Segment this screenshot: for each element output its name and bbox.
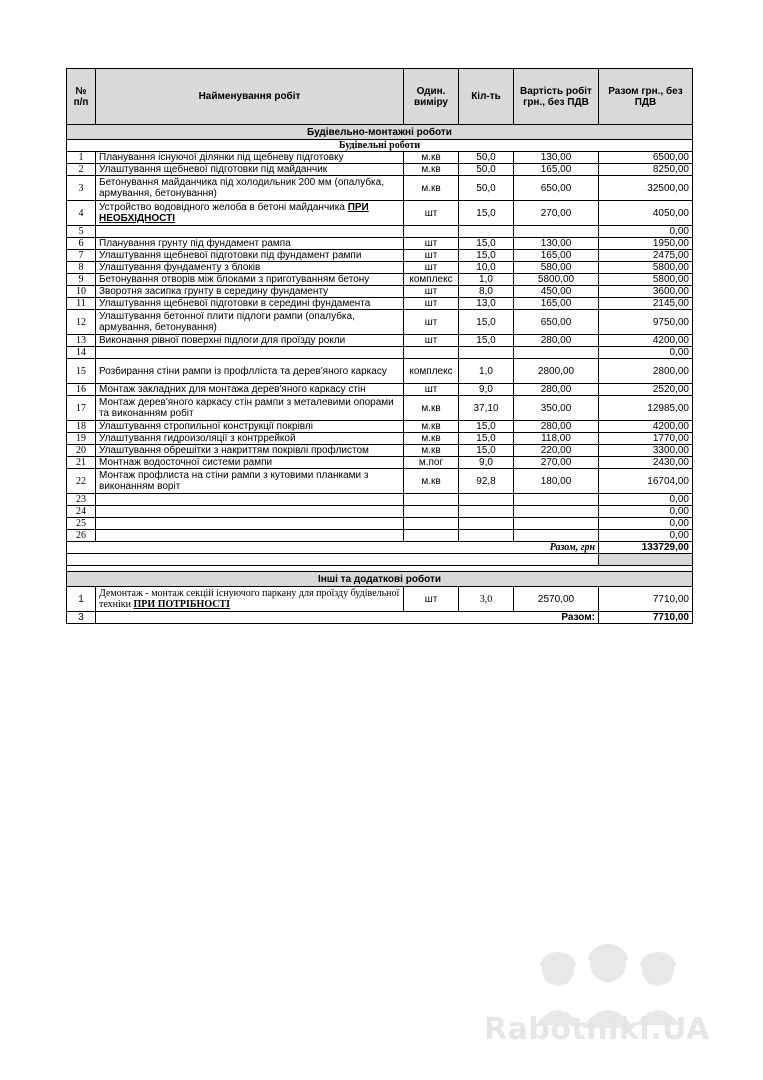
row-number: 2 — [67, 164, 96, 176]
work-name-text: Улаштування обрешітки з накриттям покрівлі профлистом — [99, 445, 369, 456]
row-work-name — [96, 421, 404, 433]
row-quantity — [459, 226, 514, 238]
row-price: 118,00 — [514, 433, 599, 445]
row-work-name — [96, 335, 404, 347]
header-name: Найменування робіт — [96, 69, 404, 125]
row-price: 130,00 — [514, 238, 599, 250]
row-number: 25 — [67, 518, 96, 530]
table-row — [67, 347, 693, 359]
table-row — [67, 335, 693, 347]
row-quantity: 37,10 — [459, 396, 514, 421]
row-price: 2800,00 — [514, 359, 599, 384]
section2-title: Інші та додаткові роботи — [67, 572, 693, 587]
table-row — [67, 152, 693, 164]
spacer-shaded-cell — [599, 554, 693, 566]
row-quantity: 9,0 — [459, 457, 514, 469]
row-work-name — [96, 262, 404, 274]
row-unit: шт — [404, 335, 459, 347]
row-total: 4200,00 — [599, 421, 693, 433]
work-name-text: Зворотня засипка грунту в середину фундаменту — [99, 286, 329, 297]
section1-total-label: Разом, грн — [67, 542, 599, 554]
row-quantity — [459, 347, 514, 359]
table-row — [67, 384, 693, 396]
row-unit: шт — [404, 286, 459, 298]
row-total: 1950,00 — [599, 238, 693, 250]
section1-total-value: 133729,00 — [599, 542, 693, 554]
row-price: 280,00 — [514, 335, 599, 347]
shaded-spacer-row — [67, 554, 693, 566]
row-unit: шт — [404, 587, 459, 612]
row-price: 5800,00 — [514, 274, 599, 286]
row-number: 18 — [67, 421, 96, 433]
row-quantity: 15,0 — [459, 238, 514, 250]
row-quantity: 10,0 — [459, 262, 514, 274]
section2-total-value: 7710,00 — [599, 612, 693, 624]
row-number: 1 — [67, 587, 96, 612]
row-quantity: 15,0 — [459, 201, 514, 226]
row-unit: шт — [404, 298, 459, 310]
row-number: 20 — [67, 445, 96, 457]
row-work-name — [96, 457, 404, 469]
row-price — [514, 226, 599, 238]
row-work-name — [96, 359, 404, 384]
row-quantity: 50,0 — [459, 164, 514, 176]
row-unit — [404, 506, 459, 518]
row-total: 0,00 — [599, 226, 693, 238]
row-price: 280,00 — [514, 384, 599, 396]
table-row — [67, 433, 693, 445]
row-total: 0,00 — [599, 506, 693, 518]
section2-title-row — [67, 572, 693, 587]
row-work-name — [96, 238, 404, 250]
row-total: 16704,00 — [599, 469, 693, 494]
table-row — [67, 176, 693, 201]
row-total: 2800,00 — [599, 359, 693, 384]
row-price: 280,00 — [514, 421, 599, 433]
table-row — [67, 506, 693, 518]
estimate-table — [66, 68, 693, 624]
row-quantity — [459, 506, 514, 518]
row-price: 165,00 — [514, 164, 599, 176]
row-unit: м.пог — [404, 457, 459, 469]
work-name-text: Бетонування майданчика під холодильник 200 мм (опалубка, армування, бетонування) — [99, 177, 384, 199]
row-total: 0,00 — [599, 530, 693, 542]
table-row — [67, 445, 693, 457]
work-name-text: Улаштування гидроизоляції з контррейкой — [99, 433, 296, 444]
row-number: 24 — [67, 506, 96, 518]
row-number: 5 — [67, 226, 96, 238]
table-row — [67, 298, 693, 310]
row-price — [514, 347, 599, 359]
work-name-text: Монтаж дерев'яного каркасу стін рампи з металевими опорами та виконанням робіт — [99, 397, 394, 419]
header-price: Вартість робіт грн., без ПДВ — [514, 69, 599, 125]
row-quantity: 15,0 — [459, 421, 514, 433]
row-number: 23 — [67, 494, 96, 506]
row-quantity — [459, 494, 514, 506]
row-price: 165,00 — [514, 298, 599, 310]
work-name-emphasis: ПРИ НЕОБХІДНОСТІ — [99, 202, 369, 224]
section-title: Будівельно-монтажні роботи — [67, 125, 693, 140]
row-quantity: 1,0 — [459, 359, 514, 384]
table-row — [67, 457, 693, 469]
work-name-text: Монтаж закладних для монтажа дерев'яного каркасу стін — [99, 384, 366, 395]
row-quantity: 15,0 — [459, 250, 514, 262]
row-total: 0,00 — [599, 518, 693, 530]
row-unit: м.кв — [404, 176, 459, 201]
row-unit: м.кв — [404, 445, 459, 457]
row-unit: шт — [404, 262, 459, 274]
row-unit: шт — [404, 384, 459, 396]
row-unit — [404, 347, 459, 359]
row-work-name — [96, 310, 404, 335]
table-row — [67, 262, 693, 274]
row-price: 2570,00 — [514, 587, 599, 612]
row-work-name — [96, 530, 404, 542]
row-quantity: 92,8 — [459, 469, 514, 494]
row-number: 22 — [67, 469, 96, 494]
row-number: 8 — [67, 262, 96, 274]
row-total: 5800,00 — [599, 262, 693, 274]
row-quantity — [459, 530, 514, 542]
header-row — [67, 69, 693, 125]
row-total: 2145,00 — [599, 298, 693, 310]
row-work-name — [96, 286, 404, 298]
table-row — [67, 164, 693, 176]
row-total: 8250,00 — [599, 164, 693, 176]
row-number: 16 — [67, 384, 96, 396]
row-price — [514, 494, 599, 506]
table-row — [67, 518, 693, 530]
row-work-name — [96, 347, 404, 359]
row-number: 15 — [67, 359, 96, 384]
spacer-cell — [67, 554, 599, 566]
row-total: 0,00 — [599, 347, 693, 359]
row-number: 11 — [67, 298, 96, 310]
row-price: 350,00 — [514, 396, 599, 421]
row-quantity: 1,0 — [459, 274, 514, 286]
row-quantity: 50,0 — [459, 152, 514, 164]
row-quantity: 15,0 — [459, 445, 514, 457]
row-work-name — [96, 445, 404, 457]
row-price — [514, 530, 599, 542]
row-number: 21 — [67, 457, 96, 469]
row-number: 12 — [67, 310, 96, 335]
row-work-name — [96, 164, 404, 176]
row-total: 6500,00 — [599, 152, 693, 164]
table-row — [67, 469, 693, 494]
row-total: 2430,00 — [599, 457, 693, 469]
work-name-text: Улаштування щебневої підготовки під фундамент рампи — [99, 250, 362, 261]
row-total: 2475,00 — [599, 250, 693, 262]
row-unit: м.кв — [404, 469, 459, 494]
row-unit — [404, 226, 459, 238]
row-number: 4 — [67, 201, 96, 226]
row-unit: м.кв — [404, 396, 459, 421]
row-quantity: 15,0 — [459, 310, 514, 335]
row-price: 270,00 — [514, 457, 599, 469]
row-work-name — [96, 384, 404, 396]
table-row — [67, 396, 693, 421]
table-row — [67, 530, 693, 542]
row-number: 1 — [67, 152, 96, 164]
row-work-name — [96, 176, 404, 201]
row-number: 14 — [67, 347, 96, 359]
row-quantity: 3,0 — [459, 587, 514, 612]
row-work-name — [96, 298, 404, 310]
row-number: 10 — [67, 286, 96, 298]
row-total: 0,00 — [599, 494, 693, 506]
row-unit: шт — [404, 201, 459, 226]
row-work-name — [96, 506, 404, 518]
section2-total-label: Разом: — [96, 612, 599, 624]
section-subtitle: Будівельні роботи — [67, 140, 693, 152]
section2-footer-num: 3 — [67, 612, 96, 624]
row-total: 3300,00 — [599, 445, 693, 457]
row-total: 3600,00 — [599, 286, 693, 298]
table-row — [67, 359, 693, 384]
row-price: 220,00 — [514, 445, 599, 457]
row-unit: шт — [404, 250, 459, 262]
row-price: 650,00 — [514, 176, 599, 201]
work-name-text: Улаштування щебневої підготовки в середині фундамента — [99, 298, 371, 309]
row-price: 130,00 — [514, 152, 599, 164]
row-unit: шт — [404, 310, 459, 335]
row-quantity: 9,0 — [459, 384, 514, 396]
table-row — [67, 286, 693, 298]
work-name-text: Розбирання стіни рампи із профлліста та дерев'яного каркасу — [99, 365, 387, 377]
row-total: 32500,00 — [599, 176, 693, 201]
row-quantity: 15,0 — [459, 433, 514, 445]
row-quantity: 8,0 — [459, 286, 514, 298]
row-quantity: 50,0 — [459, 176, 514, 201]
header-total: Разом грн., без ПДВ — [599, 69, 693, 125]
row-unit: м.кв — [404, 152, 459, 164]
row-number: 7 — [67, 250, 96, 262]
row-unit — [404, 494, 459, 506]
work-name-text: Демонтаж - монтаж секцій існуючого паркану для проїзду будівельної техніки — [99, 588, 400, 610]
row-total: 7710,00 — [599, 587, 693, 612]
row-number: 19 — [67, 433, 96, 445]
work-name-text: Улаштування фундаменту з блоків — [99, 262, 261, 273]
section1-total-row — [67, 542, 693, 554]
work-name-text: Виконання рівної поверхні підлоги для проїзду рокли — [99, 335, 346, 346]
work-name-emphasis: ПРИ ПОТРІБНОСТІ — [133, 599, 230, 610]
row-price — [514, 506, 599, 518]
row-unit — [404, 530, 459, 542]
work-name-text: Планування існуючої ділянки під щебневу підготовку — [99, 152, 344, 163]
row-total: 12985,00 — [599, 396, 693, 421]
table-row — [67, 201, 693, 226]
row-quantity: 15,0 — [459, 335, 514, 347]
row-number: 3 — [67, 176, 96, 201]
row-work-name — [96, 274, 404, 286]
row-quantity — [459, 518, 514, 530]
section-title-row — [67, 125, 693, 140]
work-name-text: Устройство водовідного желоба в бетоні майданчика — [99, 202, 348, 213]
row-total: 5800,00 — [599, 274, 693, 286]
table-row — [67, 238, 693, 250]
table-row — [67, 226, 693, 238]
row-total: 9750,00 — [599, 310, 693, 335]
row-number: 17 — [67, 396, 96, 421]
work-name-text: Планування грунту під фундамент рампа — [99, 238, 291, 249]
table-row — [67, 587, 693, 612]
row-work-name — [96, 152, 404, 164]
row-total: 1770,00 — [599, 433, 693, 445]
work-name-text: Улаштування стропильної конструкції покрівлі — [99, 421, 313, 432]
row-price: 450,00 — [514, 286, 599, 298]
row-unit: м.кв — [404, 433, 459, 445]
row-work-name — [96, 494, 404, 506]
work-name-text: Улаштування бетонної плити підлоги рампи (опалубка, армування, бетонування) — [99, 311, 355, 333]
row-work-name — [96, 587, 404, 612]
table-row — [67, 274, 693, 286]
row-number: 13 — [67, 335, 96, 347]
row-total: 2520,00 — [599, 384, 693, 396]
row-quantity: 13,0 — [459, 298, 514, 310]
row-number: 9 — [67, 274, 96, 286]
row-unit: комплекс — [404, 274, 459, 286]
row-total: 4200,00 — [599, 335, 693, 347]
row-unit: м.кв — [404, 421, 459, 433]
row-price: 580,00 — [514, 262, 599, 274]
row-unit — [404, 518, 459, 530]
row-number: 6 — [67, 238, 96, 250]
table-row — [67, 421, 693, 433]
row-number: 26 — [67, 530, 96, 542]
row-total: 4050,00 — [599, 201, 693, 226]
row-work-name — [96, 226, 404, 238]
work-name-text: Бетонування отворів між блоками з приготуванням бетону — [99, 274, 370, 285]
row-price: 180,00 — [514, 469, 599, 494]
section-subtitle-row — [67, 140, 693, 152]
row-price — [514, 518, 599, 530]
table-row — [67, 310, 693, 335]
work-name-text: Монтнаж водосточної системи рампи — [99, 457, 273, 468]
watermark-text: Rabotniki.UA — [484, 1012, 710, 1047]
row-price: 270,00 — [514, 201, 599, 226]
row-work-name — [96, 433, 404, 445]
row-work-name — [96, 518, 404, 530]
row-work-name — [96, 396, 404, 421]
header-num: № п/п — [67, 69, 96, 125]
row-price: 165,00 — [514, 250, 599, 262]
table-row — [67, 250, 693, 262]
row-unit: шт — [404, 238, 459, 250]
table-row — [67, 494, 693, 506]
header-qty: Кіл-ть — [459, 69, 514, 125]
row-work-name — [96, 201, 404, 226]
row-work-name — [96, 250, 404, 262]
row-work-name — [96, 469, 404, 494]
section2-total-row — [67, 612, 693, 624]
row-price: 650,00 — [514, 310, 599, 335]
work-name-text: Монтаж профлиста на стіни рампи з кутовими планками з виконанням воріт — [99, 470, 369, 492]
row-unit: комплекс — [404, 359, 459, 384]
row-unit: м.кв — [404, 164, 459, 176]
work-name-text: Улаштування щебневої підготовки під майданчик — [99, 164, 328, 175]
header-unit: Один. виміру — [404, 69, 459, 125]
